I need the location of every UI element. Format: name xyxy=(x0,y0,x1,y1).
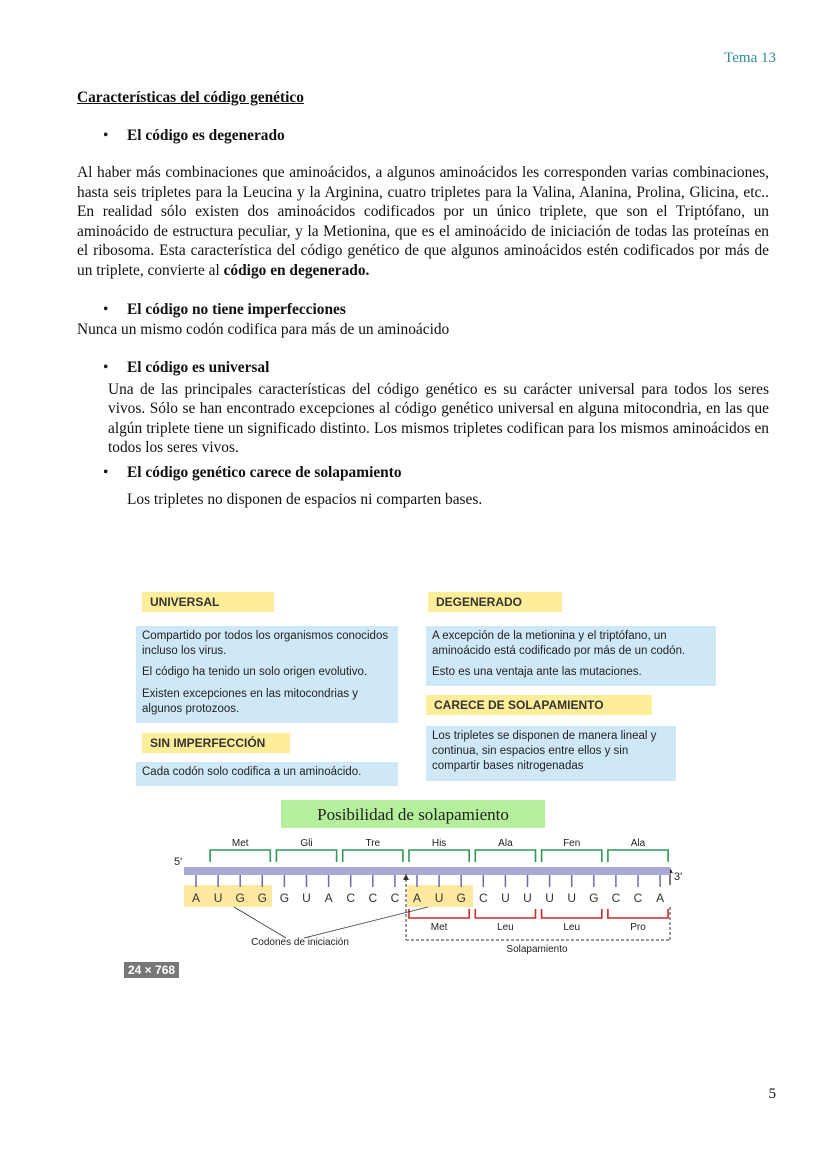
bottom-aminoacid-label: Pro xyxy=(630,922,646,933)
codones-pointer-1 xyxy=(234,907,286,938)
base-letter: A xyxy=(324,891,333,905)
base-letter: A xyxy=(412,891,422,905)
box-sin-imperfeccion-1: Cada codón solo codifica a un aminoácido. xyxy=(136,762,398,786)
base-letter: G xyxy=(456,891,466,905)
dna-strand xyxy=(184,867,670,875)
box-carece-1: Los tripletes se disponen de manera lineal y continua, sin espacios entre ellos y sin compartir bases nitrogenadas xyxy=(426,726,676,781)
base-letter: G xyxy=(257,891,267,905)
base-letter: U xyxy=(545,891,554,905)
base-letter: U xyxy=(523,891,532,905)
genetic-code-figure xyxy=(124,584,724,984)
bullet-solapamiento: • El código genético carece de solapamiento xyxy=(77,463,769,483)
base-letter: G xyxy=(279,891,290,905)
bullet-universal: • El código es universal xyxy=(77,358,769,378)
paragraph-universal: Una de las principales características del código genético es su carácter universal para todos los seres vivos. Sólo se han encontrado excepciones al código genético universal en alguna mitocondria, en las que algún triplete tiene un significado distinto. Los mismos tripletes codifican para los mismos aminoácidos en todos los seres vivos. xyxy=(108,380,769,456)
base-letter: A xyxy=(656,891,665,905)
bottom-codon-bracket xyxy=(542,909,602,918)
base-letter: G xyxy=(589,891,599,905)
box-degenerado-1: A excepción de la metionina y el triptófano, un aminoácido está codificado por más de un codón. xyxy=(426,626,716,664)
top-codon-bracket xyxy=(210,850,270,862)
top-aminoacid-label: Ala xyxy=(630,838,646,849)
top-codon-bracket xyxy=(475,850,535,862)
base-letter: U xyxy=(213,891,223,905)
paragraph-degenerado: Al haber más combinaciones que aminoácidos, a algunos aminoácidos les corresponden varias combinaciones, hasta seis tripletes para la Leucina y la Arginina, cuatro tripletes para la Valina, Alanina, Prolina, Glicina, etc.. En realidad sólo existen dos aminoácidos codificados por un único triplete, que son el Triptófano, un aminoácido de estructura peculiar, y la Metionina, que es el aminoácido de iniciación de todas las proteínas en el ribosoma. Esta característica del código genético de que algunos aminoácidos estén codificados por más de un triplete, convierte al código en degenerado. xyxy=(77,164,769,279)
label-degenerado: DEGENERADO xyxy=(428,592,562,612)
image-size-badge: 24 × 768 xyxy=(124,962,179,978)
document-body xyxy=(77,88,769,510)
top-aminoacid-label: Fen xyxy=(563,838,581,849)
label-carece: CARECE DE SOLAPAMIENTO xyxy=(426,695,652,715)
top-codon-bracket xyxy=(542,850,602,862)
bottom-aminoacid-label: Leu xyxy=(497,922,514,933)
bottom-codon-bracket xyxy=(475,909,535,918)
codones-iniciacion-label: Codones de iniciación xyxy=(251,937,349,948)
solapamiento-diagram xyxy=(124,584,724,984)
box-universal-2: El código ha tenido un solo origen evolutivo. xyxy=(136,662,398,686)
bottom-aminoacid-label: Met xyxy=(430,922,448,933)
label-universal: UNIVERSAL xyxy=(142,592,274,612)
paragraph-solapamiento: Los tripletes no disponen de espacios ni comparten bases. xyxy=(127,491,483,508)
bottom-aminoacid-label: Leu xyxy=(563,922,581,933)
base-letter: U xyxy=(302,891,311,905)
bottom-codon-bracket xyxy=(409,909,469,918)
top-codon-bracket xyxy=(343,850,403,862)
five-prime-label: 5' xyxy=(174,856,183,868)
base-letter: U xyxy=(501,891,510,905)
page-number: 5 xyxy=(768,1086,776,1102)
solapamiento-label: Solapamiento xyxy=(506,944,568,955)
section-title: Características del código genético xyxy=(77,89,304,106)
top-aminoacid-label: Met xyxy=(231,838,249,849)
box-degenerado-2: Esto es una ventaja ante las mutaciones. xyxy=(426,662,716,686)
base-letter: C xyxy=(633,891,643,905)
base-letter: C xyxy=(611,891,621,905)
base-letter: C xyxy=(368,891,378,905)
base-letter: A xyxy=(191,891,201,905)
bullet-imperfecciones: • El código no tiene imperfecciones xyxy=(77,300,769,320)
paragraph-imperfecciones: Nunca un mismo codón codifica para más de un aminoácido xyxy=(77,320,450,338)
three-prime-label: 3' xyxy=(674,871,683,883)
box-universal-3: Existen excepciones en las mitocondrias y algunos protozoos. xyxy=(136,684,398,723)
header-tema: Tema 13 xyxy=(724,50,776,66)
top-aminoacid-label: Gli xyxy=(300,838,313,849)
base-letter: C xyxy=(346,891,356,905)
top-aminoacid-label: Tre xyxy=(365,838,381,849)
top-codon-bracket xyxy=(608,850,668,862)
base-letter: C xyxy=(478,891,488,905)
top-aminoacid-label: Ala xyxy=(498,838,513,849)
box-universal-1: Compartido por todos los organismos conocidos incluso los virus. xyxy=(136,626,398,664)
codones-pointer-2 xyxy=(304,907,428,938)
bottom-codon-bracket xyxy=(608,909,668,918)
top-codon-bracket xyxy=(409,850,469,862)
base-letter: G xyxy=(235,891,245,905)
label-sin-imperfeccion: SIN IMPERFECCIÓN xyxy=(142,733,290,753)
base-letter: C xyxy=(390,891,400,905)
bullet-degenerado: • El código es degenerado xyxy=(77,126,769,146)
base-letter: U xyxy=(434,891,444,905)
base-letter: U xyxy=(567,891,577,905)
solapamiento-title: Posibilidad de solapamiento xyxy=(317,805,509,824)
top-aminoacid-label: His xyxy=(431,838,447,849)
top-codon-bracket xyxy=(276,850,336,862)
